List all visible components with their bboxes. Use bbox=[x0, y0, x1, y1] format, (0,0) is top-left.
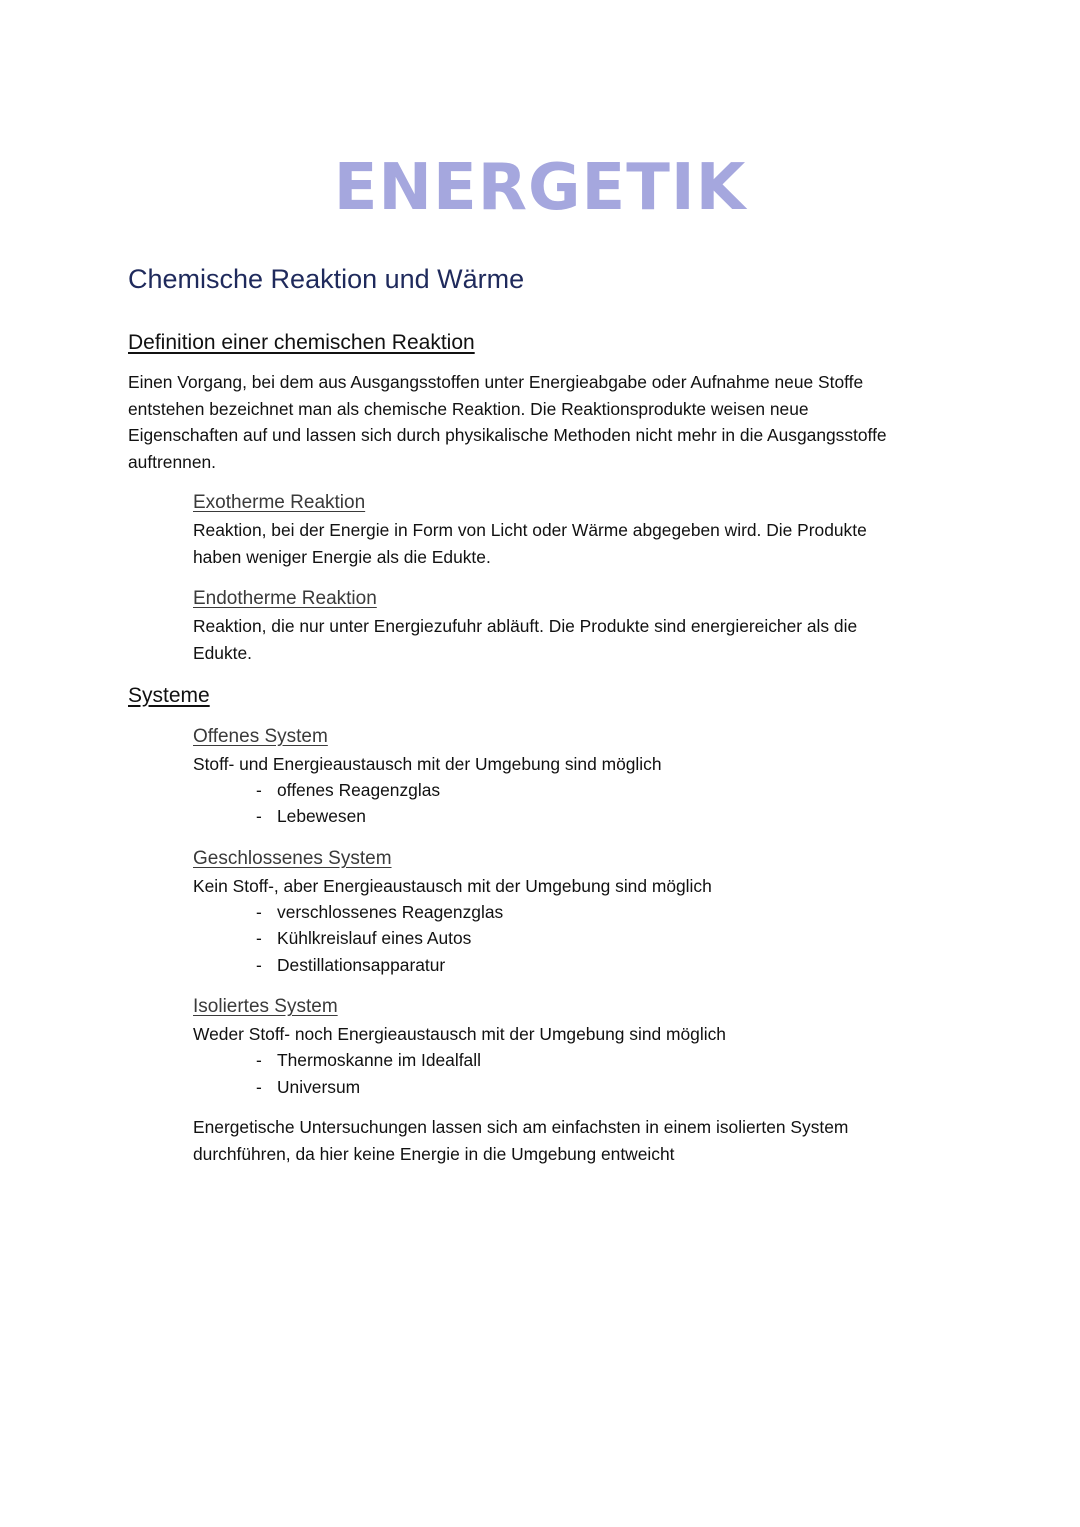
list-item-text: Kühlkreislauf eines Autos bbox=[277, 928, 472, 948]
list-item-text: Lebewesen bbox=[277, 806, 366, 826]
endotherm-line: Reaktion, die nur unter Energiezufuhr abläuft. Die Produkte sind energiereicher als die bbox=[193, 616, 858, 636]
closed-system-heading: Geschlossenes System bbox=[193, 848, 392, 869]
definition-line: auftrennen. bbox=[128, 451, 216, 472]
list-item-text: Destillationsapparatur bbox=[277, 955, 446, 975]
list-item bbox=[256, 777, 440, 804]
list-item bbox=[256, 1074, 360, 1101]
open-system-text: Stoff- und Energieaustausch mit der Umgebung sind möglich bbox=[193, 754, 662, 774]
exotherm-line: haben weniger Energie als die Edukte. bbox=[193, 546, 491, 567]
bullet: - bbox=[256, 780, 262, 800]
exotherm-text bbox=[193, 517, 867, 570]
systems-heading: Systeme bbox=[128, 684, 210, 707]
endotherm-heading: Endotherme Reaktion bbox=[193, 588, 377, 609]
list-item bbox=[256, 803, 366, 830]
section-heading: Chemische Reaktion und Wärme bbox=[128, 264, 525, 294]
conclusion-line: durchführen, da hier keine Energie in die Umgebung entweicht bbox=[193, 1143, 675, 1164]
bullet: - bbox=[256, 955, 262, 975]
definition-line: entstehen bezeichnet man als chemische Reaktion. Die Reaktionsprodukte weisen neue bbox=[128, 398, 809, 419]
list-item-text: Universum bbox=[277, 1077, 361, 1097]
isolated-system-heading: Isoliertes System bbox=[193, 996, 338, 1017]
bullet: - bbox=[256, 902, 262, 922]
list-item-text: Thermoskanne im Idealfall bbox=[277, 1050, 481, 1070]
exotherm-heading: Exotherme Reaktion bbox=[193, 492, 366, 513]
document-title: ENERGETIK bbox=[333, 151, 747, 225]
definition-heading: Definition einer chemischen Reaktion bbox=[128, 331, 475, 354]
closed-system-text: Kein Stoff-, aber Energieaustausch mit der Umgebung sind möglich bbox=[193, 876, 712, 896]
open-system-heading: Offenes System bbox=[193, 726, 328, 747]
exotherm-line: Reaktion, bei der Energie in Form von Licht oder Wärme abgegeben wird. Die Produkte bbox=[193, 520, 867, 540]
bullet: - bbox=[256, 806, 262, 826]
endotherm-text bbox=[193, 613, 857, 666]
list-item bbox=[256, 1047, 481, 1074]
bullet: - bbox=[256, 1077, 262, 1097]
bullet: - bbox=[256, 1050, 262, 1070]
list-item bbox=[256, 952, 445, 979]
isolated-system-text: Weder Stoff- noch Energieaustausch mit der Umgebung sind möglich bbox=[193, 1024, 726, 1044]
list-item-text: verschlossenes Reagenzglas bbox=[277, 902, 504, 922]
conclusion-line: Energetische Untersuchungen lassen sich am einfachsten in einem isolierten System bbox=[193, 1117, 849, 1137]
definition-line: Einen Vorgang, bei dem aus Ausgangsstoffen unter Energieabgabe oder Aufnahme neue Stoffe bbox=[128, 372, 864, 392]
endotherm-line: Edukte. bbox=[193, 642, 252, 663]
bullet: - bbox=[256, 928, 262, 948]
list-item bbox=[256, 899, 503, 926]
definition-text bbox=[128, 369, 887, 475]
definition-line: Eigenschaften auf und lassen sich durch physikalische Methoden nicht mehr in die Ausgangsstoffe bbox=[128, 425, 887, 445]
list-item-text: offenes Reagenzglas bbox=[277, 780, 441, 800]
list-item bbox=[256, 925, 471, 952]
conclusion-text bbox=[193, 1114, 848, 1167]
